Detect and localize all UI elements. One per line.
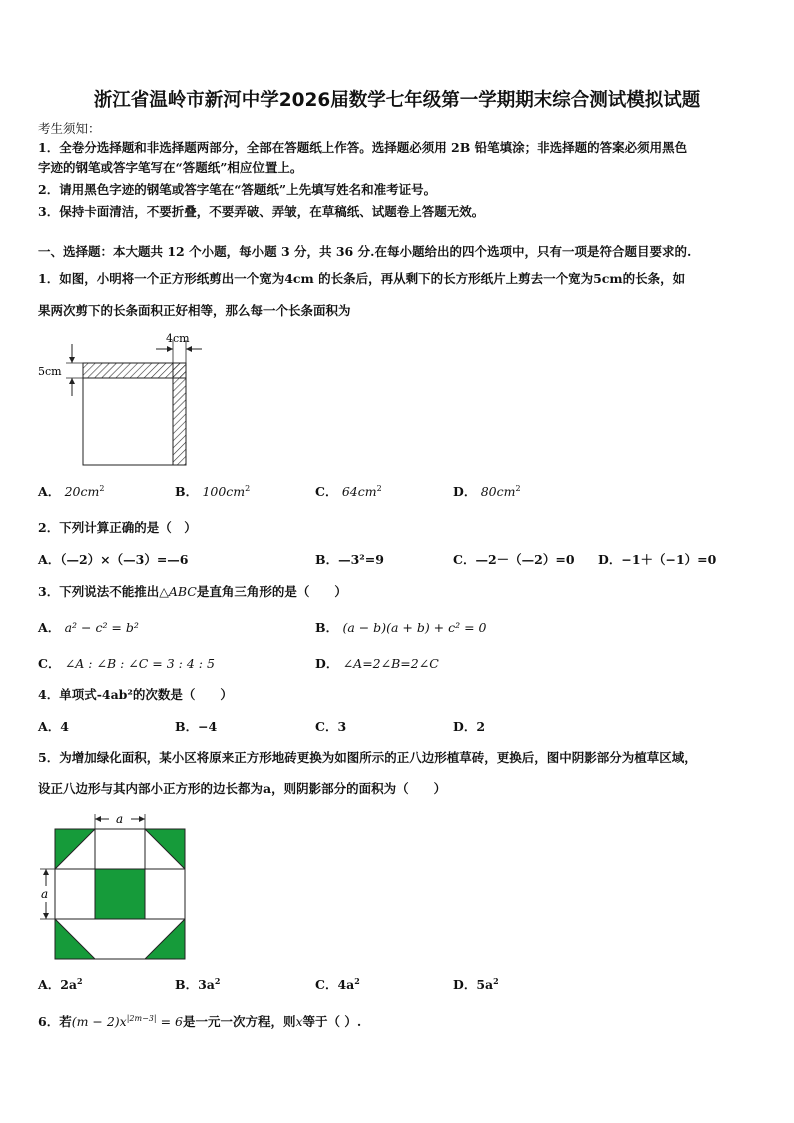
- q4-option-d[interactable]: D．2: [453, 719, 486, 734]
- q5-option-d[interactable]: D．$5a^2$: [453, 975, 499, 992]
- q1-option-d[interactable]: D． $80cm^2$: [453, 483, 521, 499]
- page-title: 浙江省温岭市新河中学2026届数学七年级第一学期期末综合测试模拟试题: [93, 90, 701, 111]
- q5-stem-cont: 设正八边形与其内部小正方形的边长都为a，则阴影部分的面积为（ ）: [38, 781, 447, 796]
- q1-option-c[interactable]: C． $64cm^2$: [315, 483, 382, 499]
- q2-option-c[interactable]: C．—2－（—2）=0: [453, 552, 575, 567]
- q5-stem: 5．为增加绿化面积，某小区将原来正方形地砖更换为如图所示的正八边形植草砖，更换后，图中阴影部分为植草区域，: [38, 750, 697, 765]
- q5-option-b[interactable]: B．$3a^2$: [175, 975, 221, 992]
- q5-option-a[interactable]: A．$2a^2$: [38, 975, 83, 992]
- q2-stem: 2．下列计算正确的是（ ）: [38, 520, 197, 535]
- notice-item-1-cont: 字迹的钢笔或答字笔写在“答题纸”相应位置上。: [38, 160, 303, 175]
- section-heading: 一、选择题：本大题共 12 个小题，每小题 3 分，共 36 分.在每小题给出的四个选项中，只有一项是符合题目要求的.: [38, 244, 692, 259]
- notice-heading: 考生须知：: [38, 121, 101, 136]
- q4-option-a[interactable]: A．4: [38, 719, 69, 734]
- q2-option-d[interactable]: D．−1＋（−1）=0: [598, 552, 717, 567]
- q2-option-a[interactable]: A．（—2）×（—3）=—6: [38, 552, 189, 567]
- q3-stem: 3．下列说法不能推出△ABC是直角三角形的是（ ）: [38, 584, 347, 599]
- q1-option-b[interactable]: B． $100cm^2$: [175, 483, 251, 499]
- q3-option-a[interactable]: A． a² − c² = b²: [38, 620, 139, 635]
- q5-fig-label-left: a: [41, 887, 49, 901]
- q3-option-d[interactable]: D． ∠A=2∠B=2∠C: [315, 656, 439, 671]
- q5-figure: [36, 810, 191, 962]
- q4-option-c[interactable]: C．3: [315, 719, 347, 734]
- q1-fig-label-left: 5cm: [38, 365, 62, 378]
- q1-fig-label-top: 4cm: [166, 332, 190, 345]
- q1-figure: [36, 330, 206, 470]
- q5-option-c[interactable]: C．$4a^2$: [315, 975, 360, 992]
- q3-option-b[interactable]: B． (a − b)(a + b) + c² = 0: [315, 620, 487, 635]
- q6-stem: 6．若$(m - 2)x^{|2m-3|} = 6$是一元一次方程，则x等于（ ）.: [38, 1013, 362, 1029]
- q1-stem: 1．如图，小明将一个正方形纸剪出一个宽为4cm 的长条后，再从剩下的长方形纸片上剪去一个宽为5cm的长条，如: [38, 271, 686, 286]
- q5-fig-label-top: a: [116, 812, 124, 826]
- notice-item-3: 3．保持卡面清洁，不要折叠，不要弄破、弄皱，在草稿纸、试题卷上答题无效。: [38, 204, 485, 219]
- notice-item-1: 1．全卷分选择题和非选择题两部分，全部在答题纸上作答。选择题必须用 2B 铅笔填涂；非选择题的答案必须用黑色: [38, 140, 688, 155]
- notice-item-2: 2．请用黑色字迹的钢笔或答字笔在“答题纸”上先填写姓名和准考证号。: [38, 182, 437, 197]
- q4-option-b[interactable]: B．−4: [175, 719, 218, 734]
- q1-option-a[interactable]: A． $20cm^2$: [38, 483, 105, 499]
- q3-option-c[interactable]: C． ∠A : ∠B : ∠C = 3 : 4 : 5: [38, 656, 215, 671]
- q1-stem-cont: 果两次剪下的长条面积正好相等，那么每一个长条面积为: [38, 303, 351, 318]
- q4-stem: 4．单项式-4ab²的次数是（ ）: [38, 687, 233, 702]
- q2-option-b[interactable]: B．—3²=9: [315, 552, 384, 567]
